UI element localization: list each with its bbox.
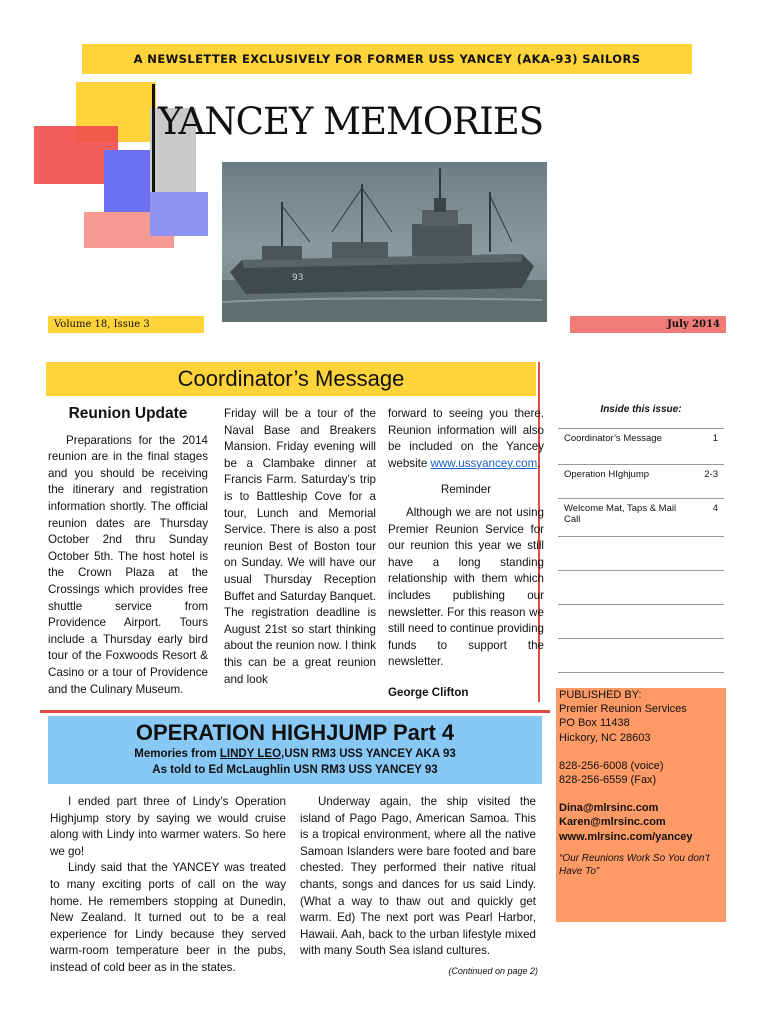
- highjump-column-1: [50, 794, 286, 977]
- newsletter-tagline: A NEWSLETTER EXCLUSIVELY FOR FORMER USS YANCEY (AKA-93) SAILORS: [82, 44, 692, 74]
- toc-label: Operation HIghjump: [564, 469, 650, 480]
- highjump-subtitle-1: [48, 748, 542, 760]
- publisher-city: Hickory, NC 28603: [559, 731, 651, 744]
- signature: George Clifton: [388, 685, 469, 699]
- toc-empty-row: [558, 638, 724, 673]
- highjump-paragraph: Lindy said that the YANCEY was treated to many exciting ports of call on the way home. He remembers stopping at Dunedin, New Zealand. It turned out to be a real experience for Lindy because they served warm-room temperature beer in the pubs, instead of cold beer as in the states.: [50, 861, 286, 974]
- coordinator-heading: Coordinator’s Message: [177, 366, 405, 391]
- published-by-label: PUBLISHED BY:: [559, 689, 642, 701]
- subtitle-suffix: ,USN RM3 USS YANCEY AKA 93: [281, 748, 456, 760]
- reunion-info-text: forward to seeing you there. Reunion information will also be included on the Yancey website: [388, 407, 544, 470]
- highjump-paragraph: I ended part three of Lindy’s Operation Highjump story by saying we would cruise along with Lindy into warmer waters. So here we go!: [50, 795, 286, 858]
- reminder-text: Although we are not using Premier Reunion Service for our reunion this year we still have a long standing relationship with them which includes publishing our newsletter. For this reason we still need to continue providing funds to support the newsletter.: [388, 505, 544, 669]
- email-karen[interactable]: Karen@mlrsinc.com: [559, 816, 666, 829]
- email-dina[interactable]: Dina@mlrsinc.com: [559, 802, 659, 815]
- reunion-update-heading: Reunion Update: [68, 405, 188, 422]
- inside-issue-heading: Inside this issue:: [600, 404, 682, 415]
- highjump-column-2: [300, 794, 536, 960]
- continued-note[interactable]: (Continued on page 2): [448, 966, 538, 976]
- newsletter-title: YANCEY MEMORIES: [158, 100, 544, 143]
- highjump-title: OPERATION HIGHJUMP Part 4: [135, 720, 455, 745]
- reunion-update-text: Preparations for the 2014 reunion are in the final stages and you should be receiving the itinerary and registration information shortly. The official reunion dates are Thursday October 2nd thru Sunday October 5th. The host hotel is the Crown Plaza at the Crossings which provides free shuttle service from Providence Airport. Tours include a Thursday early bird tour of the Foxwoods Resort & Casino or a tour of Providence and the Culinary Museum.: [48, 433, 208, 696]
- ship-photo: [222, 162, 547, 322]
- subtitle-prefix: Memories from: [134, 748, 220, 760]
- date-bar: [570, 316, 726, 333]
- author-name-link[interactable]: LINDY LEO: [219, 748, 282, 760]
- toc-item-highjump[interactable]: [558, 464, 724, 499]
- toc-item-coordinator[interactable]: [558, 428, 724, 465]
- toc-page: 4: [712, 503, 718, 514]
- publisher-motto: “Our Reunions Work So You don’t Have To”: [559, 852, 710, 877]
- coordinator-column-3: forward to seeing you there. Reunion information will also be included on the Yancey website www.ussyancey.com. Reminder Although we are not using Premier Reunion Service for our reunion this year we still have a long standing relationship with them which includes publishing our newsletter. For this reason we still need to continue providing funds to support the newsletter. George Clifton: [388, 406, 544, 702]
- toc-empty-row: [558, 570, 724, 605]
- toc-item-welcome-mat[interactable]: [558, 498, 724, 537]
- coordinator-column-2: [224, 406, 376, 688]
- toc-bottom-rule: [558, 672, 724, 674]
- highjump-subtitle-2: As told to Ed McLaughlin USN RM3 USS YANCEY 93: [152, 764, 438, 776]
- publisher-phone: 828-256-6008 (voice): [559, 759, 664, 772]
- reunion-schedule-text: Friday will be a tour of the Naval Base and Breakers Mansion. Friday evening will be a Clambake dinner at Francis Farm. Saturday’s trip is to Battleship Cove for a tour, Lunch and Memorial Service. There is also a post reunion Best of Boston tour on Sunday. We will have our usual Thursday Reception Buffet and Saturday Banquet. The registration deadline is August 21st so start thinking about the reunion now. I think this can be a great reunion and look: [224, 407, 376, 686]
- decor-blue-block-small: [150, 192, 208, 236]
- publisher-company: Premier Reunion Services: [559, 703, 687, 716]
- publisher-po-box: PO Box 11438: [559, 717, 630, 730]
- section-rule: [40, 710, 550, 713]
- toc-label: Coordinator’s Message: [564, 433, 662, 444]
- publisher-website-link[interactable]: www.mlrsinc.com/yancey: [559, 830, 693, 843]
- toc-page: 1: [712, 433, 718, 444]
- publisher-fax: 828-256-6559 (Fax): [559, 774, 657, 787]
- volume-label: Volume 18, Issue 3: [54, 319, 150, 330]
- reminder-heading: Reminder: [440, 483, 492, 497]
- yancey-website-link[interactable]: www.ussyancey.com: [430, 456, 538, 470]
- publisher-info: [559, 688, 725, 878]
- highjump-paragraph: Underway again, the ship visited the island of Pago Pago, American Samoa. This is a tropical environment, where all the native Samoan Islanders were bare footed and bare chested. They performed their native ritual chants, songs and dances for us said Lindy. (What a way to thaw out and quickly get warm. Ed) The next port was Pearl Harbor, Hawaii. Aah, back to the urban lifestyle mixed with many South Sea island cultures.: [300, 795, 536, 958]
- toc-empty-row: [558, 536, 724, 571]
- issue-date: July 2014: [667, 319, 720, 330]
- toc-page: 2-3: [704, 469, 718, 480]
- toc-empty-row: [558, 604, 724, 639]
- coordinator-column-1: [48, 406, 208, 698]
- decor-black-rule: [152, 84, 155, 196]
- toc-label: Welcome Mat, Taps & Mail Call: [564, 503, 677, 525]
- volume-bar: [48, 316, 204, 333]
- hull-number: 93: [292, 273, 304, 283]
